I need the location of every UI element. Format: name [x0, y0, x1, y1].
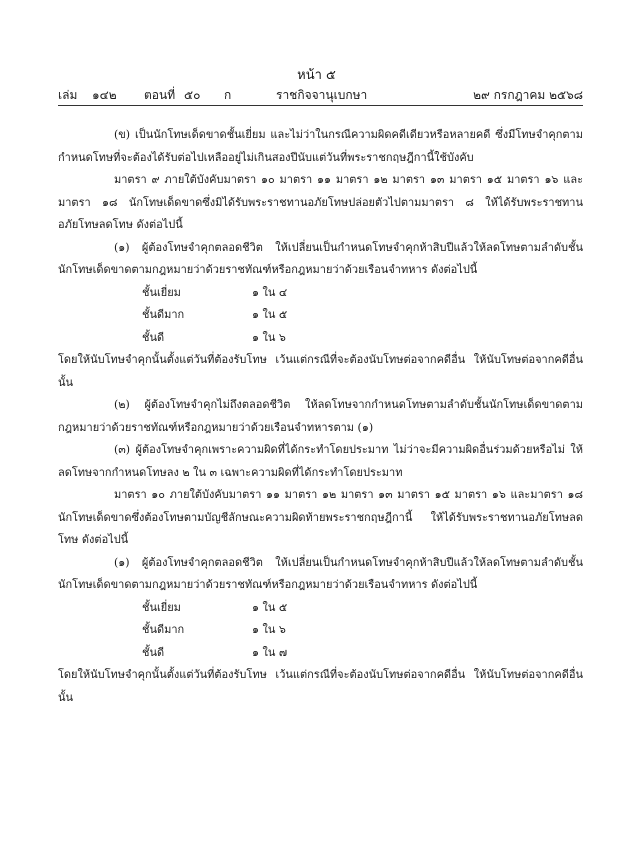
part-letter: ก — [224, 88, 232, 102]
paragraph: (๒) ผู้ต้องโทษจำคุกไม่ถึงตลอดชีวิต ให้ลดโทษจากกำหนดโทษตามลำดับชั้นนักโทษเด็ดขาดตามกฎหมายว่าด้วยราชทัณฑ์หรือกฎหมายว่าด้วยเรือนจำทหารตาม (๑) — [58, 398, 583, 434]
class-level: ชั้นดี — [142, 645, 165, 659]
ratio-row — [58, 327, 583, 350]
reduction-ratio: ๑ ใน ๗ — [252, 645, 288, 659]
page-number: หน้า ๕ — [297, 68, 336, 83]
ratio-row — [58, 304, 583, 327]
volume-label: เล่ม — [58, 88, 78, 102]
section-label: ตอนที่ — [144, 88, 176, 102]
ratio-row — [58, 282, 583, 305]
ratio-row — [58, 597, 583, 620]
paragraph: (ข) เป็นนักโทษเด็ดขาดชั้นเยี่ยม และไม่ว่าในกรณีความผิดคดีเดียวหรือหลายคดี ซึ่งมีโทษจำคุกตามกำหนดโทษที่จะต้องได้รับต่อไปเหลืออยู่ไม่เกินสองปีนับแต่วันที่พระราชกฤษฎีกานี้ใช้บังคับ — [58, 128, 583, 164]
class-level: ชั้นดีมาก — [142, 623, 185, 636]
section-9-paragraph: มาตรา ๙ ภายใต้บังคับมาตรา ๑๐ มาตรา ๑๑ มาตรา ๑๒ มาตรา ๑๓ มาตรา ๑๕ มาตรา ๑๖ และมาตรา ๑๘ นักโทษเด็ดขาดซึ่งมิได้รับพระราชทานอภัยโทษปล่อยตัวไปตามมาตรา ๘ ให้ได้รับพระราชทานอภัยโทษลดโทษ ดังต่อไปนี้ — [58, 173, 583, 231]
class-level: ชั้นเยี่ยม — [142, 600, 181, 614]
reduction-ratio: ๑ ใน ๖ — [252, 623, 286, 636]
section-number: ๕๐ — [184, 88, 201, 102]
header-divider — [58, 105, 583, 106]
paragraph: โดยให้นับโทษจำคุกนั้นตั้งแต่วันที่ต้องรับโทษ เว้นแต่กรณีที่จะต้องนับโทษต่อจากคดีอื่น ให้นับโทษต่อจากคดีอื่นนั้น — [58, 353, 583, 389]
volume-number: ๑๔๒ — [92, 88, 117, 102]
class-level: ชั้นเยี่ยม — [142, 285, 181, 299]
paragraph: (๓) ผู้ต้องโทษจำคุกเพราะความผิดที่ได้กระทำโดยประมาท ไม่ว่าจะมีความผิดอื่นร่วมด้วยหรือไม่ ให้ลดโทษจากกำหนดโทษลง ๒ ใน ๓ เฉพาะความผิดที่ได้กระทำโดยประมาท — [58, 443, 583, 479]
class-level: ชั้นดี — [142, 330, 165, 344]
section-10-paragraph: มาตรา ๑๐ ภายใต้บังคับมาตรา ๑๑ มาตรา ๑๒ มาตรา ๑๓ มาตรา ๑๕ มาตรา ๑๖ และมาตรา ๑๘ นักโทษเด็ดขาดซึ่งต้องโทษตามบัญชีลักษณะความผิดท้ายพระราชกฤษฎีกานี้ ให้ได้รับพระราชทานอภัยโทษลดโทษ ดังต่อไปนี้ — [58, 488, 583, 546]
reduction-ratio: ๑ ใน ๔ — [252, 285, 288, 299]
reduction-ratio: ๑ ใน ๕ — [252, 600, 288, 614]
paragraph: (๑) ผู้ต้องโทษจำคุกตลอดชีวิต ให้เปลี่ยนเป็นกำหนดโทษจำคุกห้าสิบปีแล้วให้ลดโทษตามลำดับชั้นนักโทษเด็ดขาดตามกฎหมายว่าด้วยราชทัณฑ์หรือกฎหมายว่าด้วยเรือนจำทหาร ดังต่อไปนี้ — [58, 240, 583, 276]
paragraph: (๑) ผู้ต้องโทษจำคุกตลอดชีวิต ให้เปลี่ยนเป็นกำหนดโทษจำคุกห้าสิบปีแล้วให้ลดโทษตามลำดับชั้นนักโทษเด็ดขาดตามกฎหมายว่าด้วยราชทัณฑ์หรือกฎหมายว่าด้วยเรือนจำทหาร ดังต่อไปนี้ — [58, 555, 583, 591]
reduction-ratio: ๑ ใน ๖ — [252, 330, 286, 344]
reduction-ratio: ๑ ใน ๕ — [252, 308, 288, 321]
document-body — [58, 124, 583, 709]
gazette-title: ราชกิจจานุเบกษา — [276, 88, 368, 102]
class-level: ชั้นดีมาก — [142, 308, 185, 321]
publication-date: ๒๙ กรกฎาคม ๒๕๖๘ — [473, 88, 583, 102]
paragraph: โดยให้นับโทษจำคุกนั้นตั้งแต่วันที่ต้องรับโทษ เว้นแต่กรณีที่จะต้องนับโทษต่อจากคดีอื่น ให้นับโทษต่อจากคดีอื่นนั้น — [58, 668, 583, 704]
gazette-header — [58, 86, 583, 106]
ratio-row — [58, 642, 583, 665]
ratio-row — [58, 619, 583, 642]
